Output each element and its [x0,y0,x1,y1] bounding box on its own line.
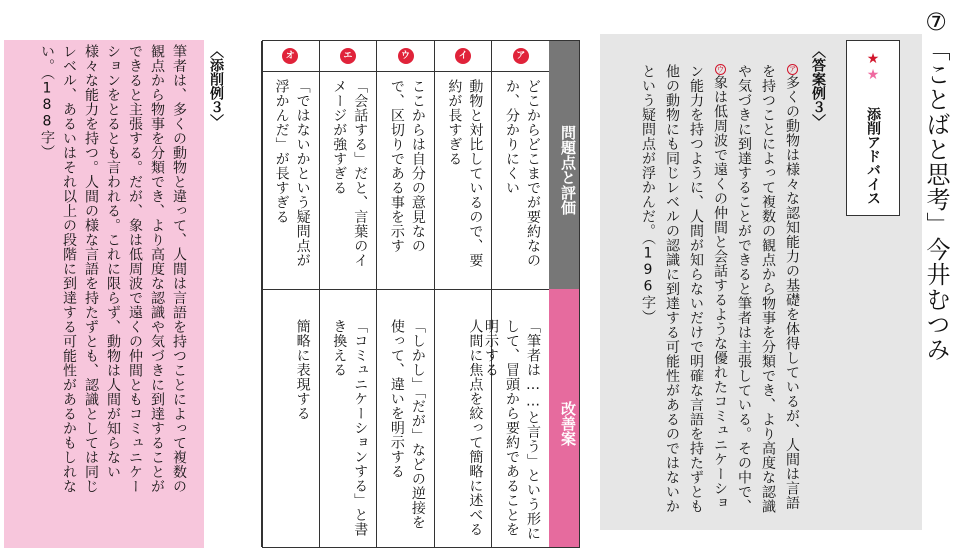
example3-count: （188字） [39,73,55,159]
header-improvement: 改善案 [549,289,579,547]
row-divider [262,289,319,290]
row-evaluation: 「ではないかという疑問点が浮かんだ」が長すぎる [273,79,311,268]
row-label [320,41,377,72]
marker-a: ア [788,65,797,74]
table-row [434,41,492,547]
table-row [483,41,549,547]
star-icon: ★ [865,67,881,83]
answer-count: （196字） [640,238,656,324]
row-divider [377,289,434,290]
row-evaluation: ここからは自分の意見なので、区切りである事を示す [388,79,426,253]
row-badge: エ [340,48,356,64]
row-improvement: 「しかし」「だが」などの逆接を使って、違いを明示する [388,319,426,530]
table-row [261,41,319,547]
page-title: ⑦「ことばと思考」今井むつみ [922,8,950,362]
row-evaluation: どこからどこまでが要約なのか、分かりにくい [504,79,541,268]
row-improvement: 「コミュニケーションする」と書き換える [331,319,369,537]
answer-segment: 多くの動物は様々な認知能力の基礎を体得しているが、人間は言語を持つことによって複数の観点から物事を分類でき、より高度な認識や気づきに到達することができると筆者は主張している。その中で、 [736,64,800,514]
row-evaluation: 動物と対比しているので、要約が長すぎる [446,79,484,268]
answer-segment: 象は低周波で遠くの仲間と会話するような優れたコミュニケーション能力を持つように、人間が知らないだけで明確な言語を持たずとも他の動物にも同じレベルの認識に到達する可能性があるのではないかという疑問点が浮かんだ。 [640,64,728,514]
answer-text [614,64,804,524]
header-evaluation: 問題点と評価 [549,41,579,289]
row-label [377,41,434,72]
row-divider [320,289,377,290]
example3-label: 〈添削例３〉 [208,44,224,128]
star-icon: ★ [865,51,881,67]
row-divider [435,289,492,290]
example3-text [10,44,190,496]
advice-label: 添削アドバイス [865,107,881,205]
row-improvement: 簡略に表現する [294,319,311,421]
row-badge: イ [455,48,471,64]
row-label [435,41,492,72]
row-badge: ウ [398,48,414,64]
example3-body: 筆者は、多くの動物と違って、人間は言語を持つことによって複数の観点から物事を分類でき、より高度な認識や気づきに到達することができると主張する。だが、象は低周波で遠くの仲間ともコミュニケーションをとるとも言われる。これに限らず、動物は人間が知らない様々な能力を持つ。人間の様な言語を持たずとも、認識としては同じレベル、あるいはそれ以上の段階に到達する可能性があるかもしれない。 [39,44,187,494]
answer-label: 〈答案例３〉 [810,44,826,128]
row-badge: オ [282,48,298,64]
table-row [376,41,434,547]
row-divider [492,289,549,290]
row-badge: ア [513,48,529,64]
row-evaluation: 「会話する」だと、言葉のイメージが強すぎる [331,79,369,268]
row-label [262,41,319,72]
row-label [492,41,549,72]
table-row [319,41,377,547]
row-improvement: 人間に焦点を絞って簡略に述べる [467,319,484,537]
marker-u: ウ [716,65,725,74]
review-table [262,40,580,548]
row-improvement: 「筆者は……と言う」という形にして、冒頭から要約であることを明示する [483,319,541,541]
advice-header [846,40,900,216]
